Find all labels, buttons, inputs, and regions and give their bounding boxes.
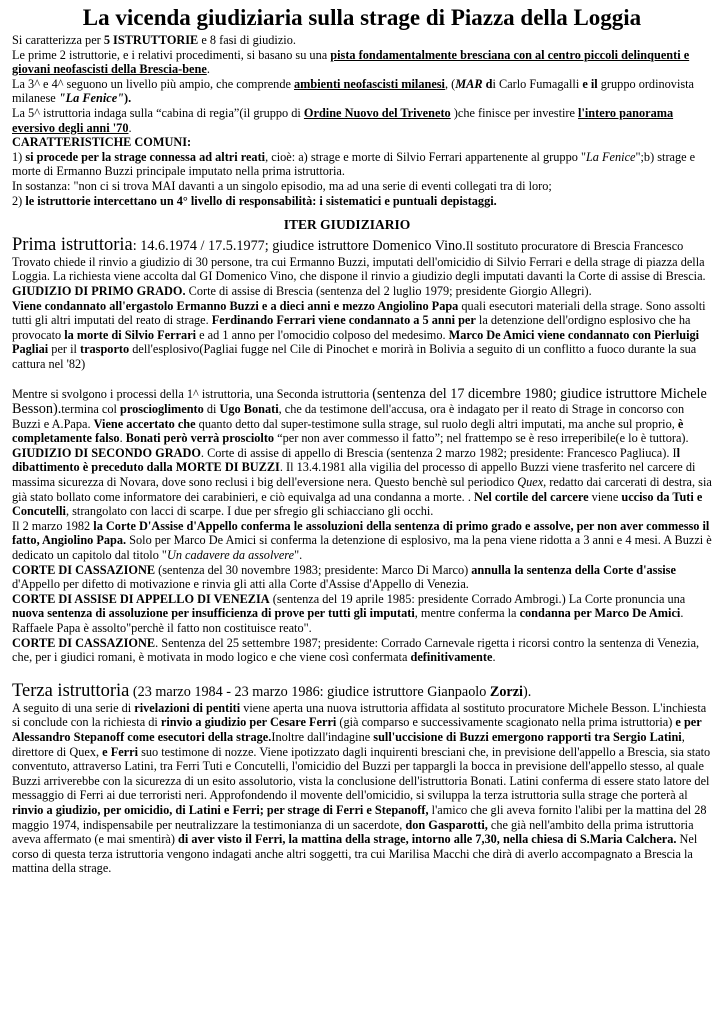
text-bold: rinvio a giudizio, per omicidio, di Latini e Ferri; per strage di Ferri e Stepanoff, [12, 802, 429, 817]
text: La 5^ istruttoria indaga sulla “cabina di regia”(il gruppo di [12, 105, 304, 120]
text-bold-underline: pista fondamentalmente bresciana con al centro piccoli delinquenti e giovani neofascisti della Brescia-bene [12, 47, 690, 77]
seconda-istruttoria-section [12, 387, 712, 664]
text: Le prime 2 istruttorie, e i relativi procedimenti, si basano su una [12, 47, 331, 62]
text: . [119, 431, 126, 446]
text: d'Appello per difetto di motivazione e rinvia gli atti alla Corte d'Assise d'Appello di Venezia. [12, 577, 469, 592]
page-title: La vicenda giudiziaria sulla strage di Piazza della Loggia [82, 5, 642, 30]
text: )che finisce per investire [450, 105, 579, 120]
text: . Raffaele Papa è assolto"perchè il fatto non costituisce reato". [12, 606, 684, 635]
text-bold: definitivamente [410, 650, 493, 665]
text: suo testimone di nozze. Viene ipotizzato dagli inquirenti bresciani che, in previsione dell'appello a Brescia, sia stato conventuto, attraverso Latini, tra Ferri Tuti e Concutelli, l'omicidio del Buzzi per tappargli la bocca in previsione dell'appello stesso, al quale Buzzi arriverebbe con la sicurezza di un esito assolutorio, vista la conclusione dell'istruttoria Bonati. Latini conferma di essere stato latore del messaggio di Ferri ai due terroristi neri. Approfondendo il movente dell'omicidio, si sviluppa la terza istruttoria sulla strage che porterà al [12, 744, 711, 803]
text-italic: La Fenice [585, 149, 636, 164]
intro-line-quinta [12, 106, 712, 135]
text: , direttore di Quex, [12, 729, 685, 759]
seconda-paragraph [12, 387, 712, 445]
text: ". [294, 548, 303, 562]
text-bold: CARATTERISTICHE COMUNI: [12, 135, 192, 150]
prima-istruttoria-section [12, 235, 712, 372]
document-page [12, 0, 712, 876]
text: viene aperta una nuova istruttoria affidata al sostituto procuratore Michele Besson. L'inchiesta si conclude con la richiesta di [12, 700, 707, 730]
text: La 3^ e 4^ seguono un livello più ampio, che comprende [12, 76, 294, 91]
text: In sostanza: "non ci si trova MAI davanti a un singolo episodio, ma ad una serie di eventi collegati tra di loro; [12, 178, 552, 193]
text: per il [48, 342, 80, 357]
text: l'amico che gli aveva fornito l'alibi per la mattina del 28 maggio 1974, indispensabile per neutralizzare la testimonianza di un sacerdote, [12, 802, 707, 832]
intro-common-heading [12, 135, 712, 150]
text: gruppo ordinovista milanese [12, 76, 695, 106]
terza-heading-line [12, 681, 712, 701]
intro-line-istruttorie [12, 33, 712, 48]
text-bold: ucciso da Tuti e Concutelli [12, 489, 703, 519]
text-bold: CORTE DI CASSAZIONE [12, 562, 156, 577]
text-bold: le istruttorie intercettano un 4° livello di responsabilità: i sistematici e puntuali depistaggi. [25, 193, 497, 208]
text: Il sostituto procuratore di Brescia Francesco Trovato chiede il rinvio a giudizio di 30 persone, tra cui Ermanno Buzzi, imputati dell'omicidio di Silvio Ferrari e della strage di piazza della Loggia. La richiesta viene accolta dal GI Domenico Vino, che dispone il rinvio a giudizio degli imputati davanti la Corte di assise di Brescia. [12, 238, 706, 284]
text-bold: GIUDIZIO DI PRIMO GRADO. [12, 283, 186, 298]
intro-in-sostanza [12, 179, 712, 194]
text-italic: Un cadavere da assolvere [166, 548, 295, 562]
text: “per non aver commesso il fatto”; nel frattempo se è reso irreperibile(e lo è tuttora). [274, 431, 689, 446]
venezia-paragraph [12, 592, 712, 636]
text-bold: e per Alessandro Stepanoff come esecutori della strage. [12, 715, 702, 744]
text-bold: Viene accertato che [93, 416, 196, 431]
text-bold: Marco De Amici viene condannato con Pierluigi Pagliai [12, 327, 700, 357]
appello-1982-paragraph [12, 519, 712, 563]
terza-istruttoria-section [12, 681, 712, 876]
text: viene [588, 489, 622, 504]
text: . Il 13.4.1981 alla vigilia del processo di appello Buzzi viene trasferito nel carcere di massima sicurezza di Novara, dove sono reclusi i big dell'eversione nera. Questo benchè sul periodico [12, 460, 696, 490]
intro-point-one [12, 150, 712, 179]
text: . [128, 120, 132, 135]
text: 2) [12, 193, 26, 208]
text: (23 marzo 1984 - 23 marzo 1986: giudice istruttore Gianpaolo [129, 683, 490, 700]
text: quali esecutori materiali della strage. Sono assolti tutti gli altri imputati del reato di strage. [12, 298, 706, 328]
primo-grado-verdict [12, 299, 712, 372]
text-bold: proscioglimento [120, 402, 204, 417]
secondo-grado-paragraph [12, 446, 712, 519]
cassazione-1987-paragraph [12, 636, 712, 665]
text: quanto detto dal super-testimone sulla strage, sul ruolo degli altri imputati, ma anche sul proprio, [195, 416, 678, 431]
text: (sentenza del 30 novembre 1983; presidente: Marco Di Marco) [155, 562, 472, 577]
text-bold-italic: MAR [455, 76, 483, 91]
text: A seguito di una serie di [12, 700, 135, 715]
cassazione-1983-paragraph [12, 563, 712, 592]
text: . [206, 62, 210, 77]
text: ";b) strage e morte di Ermanno Buzzi principale imputato nella prima istruttoria. [12, 149, 696, 179]
text: e 8 fasi di giudizio. [198, 33, 296, 47]
text: dell'esplosivo(Pagliai fugge nel Cile di Pinochet e morirà in Bolivia a seguito di un conflitto a fuoco durante la sua cattura nel '82) [12, 342, 697, 371]
text: ). [522, 683, 532, 700]
text: la detenzione dell'ordigno esplosivo che ha provocato [12, 313, 691, 342]
text-bold: Nel cortile del carcere [473, 489, 589, 504]
text-bold: Ferdinando Ferrari viene condannato a 5 anni per [211, 313, 476, 328]
text: (sentenza del 19 aprile 1985: presidente Corrado Ambrogi.) La Corte pronuncia una [269, 591, 686, 606]
text-bold: d [482, 76, 493, 91]
text-bold: l dibattimento è preceduto dalla MORTE DI BUZZI [12, 445, 681, 475]
text: 1) [12, 149, 26, 164]
text-bold: 5 ISTRUTTORIE [103, 33, 199, 47]
text-bold-underline: ambienti neofascisti milanesi [294, 76, 445, 91]
text-bold: sull'uccisione di Buzzi emergono rapporti tra Sergio Latini [373, 729, 682, 744]
intro-line-prime-due [12, 48, 712, 77]
text: i Carlo Fumagalli [492, 76, 583, 91]
text: , mentre conferma la [414, 606, 520, 621]
text-bold: don Gasparotti, [405, 817, 488, 832]
text: Mentre si svolgono i processi della 1^ istruttoria, una Seconda istruttoria [12, 387, 373, 402]
text: (sentenza del 17 dicembre 1980; giudice istruttore Michele Besson). [12, 386, 707, 418]
text-bold: ). [124, 91, 132, 106]
text-bold: è completamente falso [12, 416, 684, 446]
text: , redatto dai carcerati di destra, sia già stato bollato come informatore dei carabinieri, e ciò equivalga ad una condanna a morte. . [12, 475, 712, 504]
iter-heading: ITER GIUDIZIARIO [283, 217, 411, 233]
text-bold: rinvio a giudizio per Cesare Ferri [160, 715, 337, 730]
intro-section [12, 33, 712, 208]
text-bold: GIUDIZIO DI SECONDO GRADO [12, 445, 201, 460]
text-bold: Bonati però verrà prosciolto [125, 431, 275, 446]
text-bold: e il [582, 76, 598, 91]
section-heading: Terza istruttoria [12, 680, 130, 701]
text: , cioè: a) strage e morte di Silvio Ferrari appartenente al gruppo " [265, 149, 586, 164]
text: Nel corso di questa terza istruttoria vengono indagati anche altri soggetti, tra cui Marilisa Macchi che dirà di averlo accompagnato a Brescia la mattina della strage. [12, 832, 698, 876]
text-bold: la morte di Silvio Ferrari [64, 327, 197, 342]
text-bold: Ugo Bonati [219, 402, 279, 417]
text-bold: si procede per la strage connessa ad altri reati [25, 149, 266, 164]
text-italic: Quex [517, 475, 544, 490]
text: Inoltre dall'indagine [271, 729, 374, 744]
text: . Sentenza del 25 settembre 1987; presidente: Corrado Carnevale rigetta i ricorsi contro la sentenza di Venezia, che, per i giudici romani, è motivata in modo logico e che viene così confermata [12, 635, 700, 665]
primo-grado-paragraph [12, 284, 712, 299]
text-bold: e Ferri [102, 744, 138, 759]
text-bold-italic: "La Fenice" [58, 91, 125, 106]
text-bold: di aver visto il Ferri, la mattina della strage, intorno alle 7,30, nella chiesa di S.Maria Calchera. [178, 832, 677, 847]
text: (già comparso e successivamente scagionato nella prima istruttoria) [336, 715, 676, 730]
text: Si caratterizza per [12, 33, 104, 47]
intro-line-terza-quarta [12, 77, 712, 106]
text-bold: CORTE DI CASSAZIONE [12, 635, 156, 650]
text: di [203, 402, 220, 417]
intro-point-two [12, 194, 712, 209]
text-bold-underline: l'intero panorama eversivo degli anni '70 [12, 105, 674, 135]
text-bold: nuova sentenza di assoluzione per insufficienza di prove per tutti gli imputati [12, 606, 415, 621]
text: Solo per Marco De Amici si conferma la detenzione di esplosivo, ma la pena viene ridotta a 3 anni e 4 mesi. A Buzzi è dedicato un capitolo dal titolo " [12, 533, 712, 562]
text-bold: la Corte D'Assise d'Appello conferma le assoluzioni della sentenza di primo grado e assolve, per non aver commesso il fatto, Angiolino Papa. [12, 518, 710, 548]
text: e ad 1 anno per l'omocidio colposo del medesimo. [196, 327, 449, 342]
text: Corte di assise di Brescia (sentenza del 2 luglio 1979; presidente Giorgio Allegri). [185, 283, 592, 298]
text: che già nell'ambito della prima istruttoria aveva affermato (e mai smentirà) [12, 817, 694, 847]
text: , ( [444, 76, 456, 91]
prima-paragraph [12, 235, 712, 284]
text-bold: annulla la sentenza della Corte d'assise [471, 562, 676, 577]
text: Il 2 marzo 1982 [12, 518, 94, 533]
text-bold: rivelazioni di pentiti [134, 700, 241, 715]
text: termina col [61, 402, 120, 417]
text-bold: CORTE DI ASSISE DI APPELLO DI VENEZIA [12, 591, 270, 606]
text-bold: Zorzi [489, 683, 523, 700]
text: : 14.6.1974 / 17.5.1977; giudice istruttore Domenico Vino. [132, 237, 466, 254]
text: , che da testimone dell'accusa, ora è indagato per il reato di Strage in concorso con Buzzi e A.Papa. [12, 402, 685, 431]
text: . Corte di assise di appello di Brescia (sentenza 2 marzo 1982; presidente: Francesco Pagliuca). I [200, 445, 677, 460]
text: , strangolato con lacci di scarpe. I due per sfregio gli schiacciano gli occhi. [65, 504, 434, 519]
terza-paragraph [12, 701, 712, 876]
text-bold: trasporto [79, 342, 130, 357]
text: . [492, 650, 496, 665]
text-bold-underline: Ordine Nuovo del Triveneto [303, 105, 451, 120]
section-heading: Prima istruttoria [12, 234, 133, 255]
text-bold: Viene condannato all'ergastolo Ermanno Buzzi e a dieci anni e mezzo Angiolino Papa [12, 298, 459, 313]
text-bold: condanna per Marco De Amici [519, 606, 681, 621]
